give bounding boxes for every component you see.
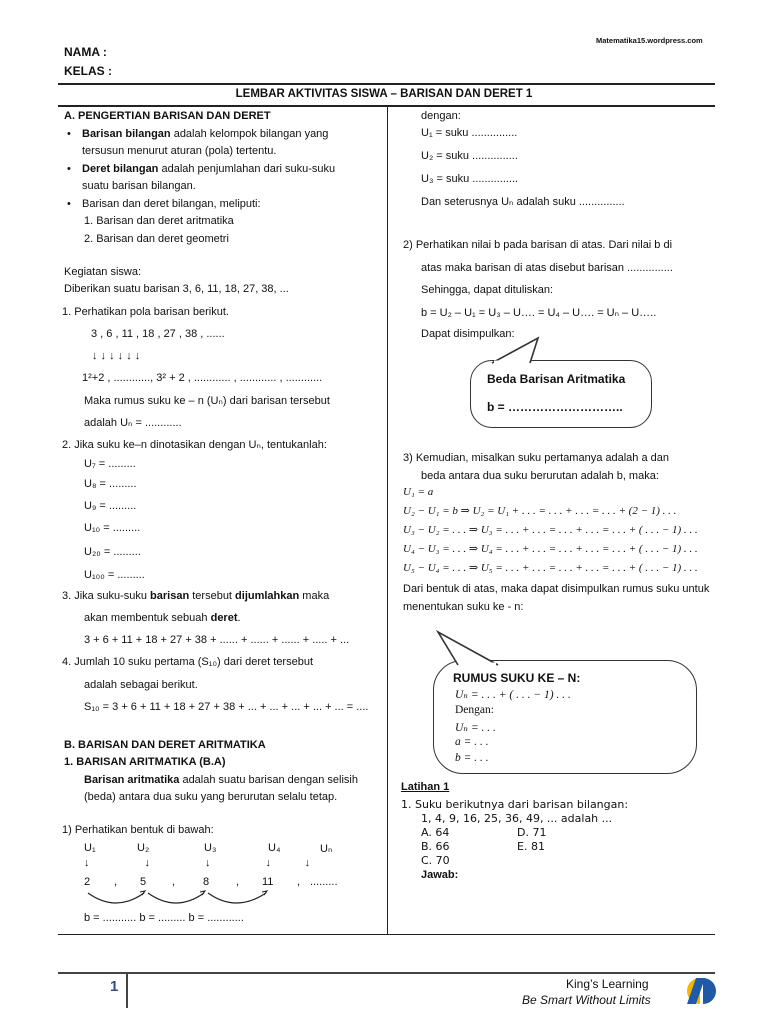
q2-item-u8: U₈ = ......... <box>84 478 137 490</box>
q3-term-deret: deret <box>210 612 238 624</box>
q3-text-c: tersebut <box>189 590 236 602</box>
q2-item-u20: U₂₀ = ......... <box>84 546 141 558</box>
arc-2 <box>148 893 204 903</box>
beda-arcs <box>80 887 280 913</box>
site-url: Matematika15.wordpress.com <box>596 36 703 45</box>
question-3-line1 <box>62 590 329 602</box>
term-value-u4: 11 <box>262 876 274 888</box>
beda-blanks: b = ........... b = ......... b = ............ <box>84 912 244 924</box>
term-arrows: ↓ ↓ ↓ ↓ ↓ <box>84 857 311 869</box>
footer-brand: King’s Learning <box>566 977 649 991</box>
rumus-a-blank: a = . . . <box>455 736 489 748</box>
rumus-dengan: Dengan: <box>455 704 494 716</box>
bullet-1: • <box>67 128 71 140</box>
bullet-3-line: Barisan dan deret bilangan, meliputi: <box>82 198 261 210</box>
q1-arrows: ↓ ↓ ↓ ↓ ↓ ↓ <box>92 350 141 362</box>
q2-item-u10: U₁₀ = ......... <box>84 522 141 534</box>
bullet-2-line2: suatu barisan bilangan. <box>82 180 196 192</box>
arc-1 <box>88 893 144 903</box>
option-d: D. 71 <box>517 826 547 839</box>
page-number: 1 <box>110 978 119 995</box>
b1-definition-text: adalah suatu barisan dengan selisih <box>179 774 358 786</box>
bullet-1-text: adalah kelompok bilangan yang <box>170 128 329 140</box>
q4-sum: S₁₀ = 3 + 6 + 11 + 18 + 27 + 38 + ... + ... + ... + ... + ... = .... <box>84 701 369 713</box>
q3-text-e: maka <box>299 590 330 602</box>
header-rule-top <box>58 83 715 85</box>
arc-3 <box>208 893 266 903</box>
question-4-line2: adalah sebagai berikut. <box>84 679 198 691</box>
kings-learning-logo <box>676 975 720 1007</box>
rumus-un: Uₙ = . . . + ( . . . − 1) . . . <box>455 689 571 701</box>
rumus-un-blank: Uₙ = . . . <box>455 722 496 734</box>
q2-item-u7: U₇ = ......... <box>84 458 136 470</box>
latihan-sequence: 1, 4, 9, 16, 25, 36, 49, ... adalah ... <box>421 812 613 825</box>
logo-blue-half <box>703 978 716 1004</box>
term-value-u2: 5 <box>140 876 147 888</box>
question-2: 2. Jika suku ke–n dinotasikan dengan Uₙ, tentukanlah: <box>62 439 327 451</box>
q3-series: 3 + 6 + 11 + 18 + 27 + 38 + ...... + ...... + ...... + ..... + ... <box>84 634 350 646</box>
q3-text-l2c: . <box>237 612 241 624</box>
suku-u2: U₂ = suku ............... <box>421 150 518 162</box>
point-3-line1: 3) Kemudian, misalkan suku pertamanya adalah a dan <box>403 452 669 464</box>
term-sep-1: , <box>114 876 118 888</box>
eq-u4: U₄ − U₃ = . . . ⇒ U₄ = . . . + . . . = . . . + . . . = . . . + ( . . . − 1) . . . <box>403 543 698 555</box>
q1-sequence: 3 , 6 , 11 , 18 , 27 , 38 , ...... <box>91 328 225 340</box>
b-point-1: 1) Perhatikan bentuk di bawah: <box>62 824 214 836</box>
rumus-callout-title: RUMUS SUKU KE – N: <box>453 671 581 685</box>
bullet-1-line1 <box>82 128 328 140</box>
column-divider <box>387 106 388 934</box>
option-a: A. 64 <box>421 826 450 839</box>
term-barisan-aritmatika: Barisan aritmatika <box>84 774 180 786</box>
eq-u2: U₂ − U₁ = b ⇒ U₂ = U₁ + . . . = . . . + . . . = . . . + (2 − 1) . . . <box>403 505 677 517</box>
page-title: LEMBAR AKTIVITAS SISWA – BARISAN DAN DERET 1 <box>235 88 533 100</box>
beda-callout-title: Beda Barisan Aritmatika <box>487 372 626 386</box>
eq-u1: U₁ = a <box>403 486 434 498</box>
bullet-2: • <box>67 163 71 175</box>
tail-shape-1 <box>492 338 538 363</box>
content-bottom-rule <box>58 934 715 935</box>
term-sep-4: , <box>297 876 301 888</box>
term-u1: U₁ <box>84 842 96 854</box>
q1-formula-line2: adalah Uₙ = ............ <box>84 417 182 429</box>
tail-shape-2 <box>438 632 498 665</box>
given-sequence: Diberikan suatu barisan 3, 6, 11, 18, 27, 38, ... <box>64 283 289 295</box>
latihan-heading: Latihan 1 <box>401 781 450 793</box>
point-2-beda-formula: b = U₂ – U₁ = U₃ – U…. = U₄ – U…. = Uₙ – U….. <box>421 307 657 319</box>
arc-1-head <box>140 891 145 895</box>
q3-term-barisan: barisan <box>150 590 190 602</box>
bullet-3: • <box>67 198 71 210</box>
term-sep-2: , <box>172 876 176 888</box>
eq-u3: U₃ − U₂ = . . . ⇒ U₃ = . . . + . . . = . . . + . . . = . . . + ( . . . − 1) . . . <box>403 524 698 536</box>
suku-u3: U₃ = suku ............... <box>421 173 519 185</box>
kelas-label: KELAS : <box>64 64 112 78</box>
term-value-u1: 2 <box>84 876 91 888</box>
latihan-question: 1. Suku berikutnya dari barisan bilangan: <box>401 798 629 811</box>
footer-page-divider <box>126 974 128 1008</box>
bullet-2-text: adalah penjumlahan dari suku-suku <box>158 163 336 175</box>
term-value-un: ......... <box>310 876 338 888</box>
point-2-line2: atas maka barisan di atas disebut barisan ............... <box>421 262 673 274</box>
beda-callout-bubble <box>470 360 652 428</box>
nama-label: NAMA : <box>64 45 107 59</box>
term-sep-3: , <box>236 876 240 888</box>
q3-text-l2a: akan membentuk sebuah <box>84 612 211 624</box>
term-barisan-bilangan: Barisan bilangan <box>82 128 171 140</box>
q2-item-u9: U₉ = ......... <box>84 500 137 512</box>
jawab-label: Jawab: <box>421 869 459 881</box>
beda-callout-value: b = ……………………….. <box>487 400 623 414</box>
question-4-line1: 4. Jumlah 10 suku pertama (S₁₀) dari deret tersebut <box>62 656 314 668</box>
point-2-line5: Dapat disimpulkan: <box>421 328 515 340</box>
term-u3: U₃ <box>204 842 217 854</box>
question-1: 1. Perhatikan pola barisan berikut. <box>62 306 229 318</box>
kegiatan-label: Kegiatan siswa: <box>64 266 142 278</box>
term-u2: U₂ <box>137 842 150 854</box>
section-a-heading: A. PENGERTIAN BARISAN DAN DERET <box>64 110 271 122</box>
bullet-1-line2: tersusun menurut aturan (pola) tertentu. <box>82 145 277 157</box>
q2-item-u100: U₁₀₀ = ......... <box>84 569 145 581</box>
term-value-u3: 8 <box>203 876 210 888</box>
conclusion-line1: Dari bentuk di atas, maka dapat disimpulkan rumus suku untuk <box>403 583 710 595</box>
question-3-line2 <box>84 612 241 624</box>
conclusion-line2: menentukan suku ke - n: <box>403 601 524 613</box>
point-2-line3: Sehingga, dapat dituliskan: <box>421 284 554 296</box>
arc-2-head <box>200 891 205 895</box>
subsection-b1-heading: 1. BARISAN ARITMATIKA (B.A) <box>64 756 226 768</box>
section-b-heading: B. BARISAN DAN DERET ARITMATIKA <box>64 739 266 751</box>
term-u4: U₄ <box>268 842 281 854</box>
point-3-line2: beda antara dua suku berurutan adalah b, maka: <box>421 470 659 482</box>
q3-text-a: 3. Jika suku-suku <box>62 590 151 602</box>
option-e: E. 81 <box>517 840 545 853</box>
q1-pattern: 1²+2 , ............, 3² + 2 , ............ , ............ , ............ <box>82 372 323 384</box>
list-item-aritmatika: 1. Barisan dan deret aritmatika <box>84 215 234 227</box>
rumus-callout-tail <box>436 630 516 666</box>
b1-definition-line2: (beda) antara dua suku yang berurutan selalu tetap. <box>84 791 338 803</box>
list-item-geometri: 2. Barisan dan deret geometri <box>84 233 229 245</box>
term-un: Uₙ <box>320 843 333 855</box>
suku-un: Dan seterusnya Uₙ adalah suku ............... <box>421 196 625 208</box>
rumus-b-blank: b = . . . <box>455 752 489 764</box>
footer-tagline: Be Smart Without Limits <box>522 993 651 1007</box>
beda-callout-tail <box>490 336 550 364</box>
bullet-2-line1 <box>82 163 335 175</box>
option-b: B. 66 <box>421 840 450 853</box>
term-deret-bilangan: Deret bilangan <box>82 163 159 175</box>
b1-definition-line1 <box>84 774 358 786</box>
q3-term-dijumlahkan: dijumlahkan <box>235 590 300 602</box>
eq-u5: U₅ − U₄ = . . . ⇒ U₅ = . . . + . . . = . . . + . . . = . . . + ( . . . − 1) . . . <box>403 562 698 574</box>
footer-rule <box>58 972 715 974</box>
dengan-label: dengan: <box>421 110 461 122</box>
option-c: C. 70 <box>421 854 450 867</box>
q1-formula-line1: Maka rumus suku ke – n (Uₙ) dari barisan tersebut <box>84 395 330 407</box>
point-2-line1: 2) Perhatikan nilai b pada barisan di atas. Dari nilai b di <box>403 239 673 251</box>
suku-u1: U₁ = suku ............... <box>421 127 518 139</box>
